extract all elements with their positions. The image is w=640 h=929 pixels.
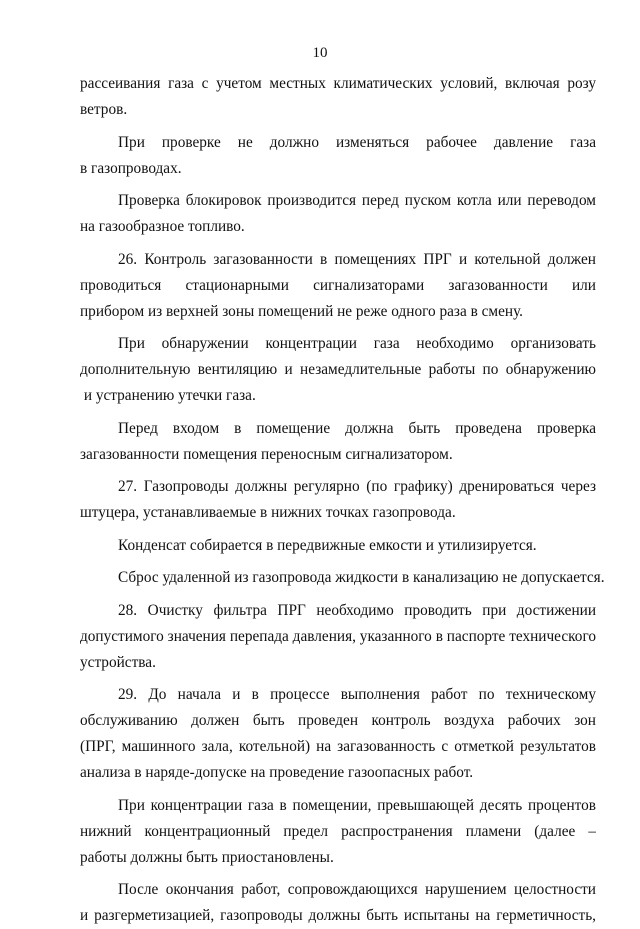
paragraph	[80, 565, 605, 591]
text-line: При концентрации газа в помещении, превышающей десять процентов	[118, 796, 596, 814]
text-line: При обнаружении концентрации газа необходимо организовать	[118, 335, 596, 352]
paragraph	[80, 793, 596, 871]
paragraph-item-28	[80, 598, 596, 676]
text-line: После окончания работ, сопровождающихся нарушением целостности	[118, 881, 596, 898]
text-line: проводиться стационарными сигнализаторами загазованности или	[80, 276, 596, 294]
paragraph-item-26	[80, 247, 596, 325]
text-line: Перед входом в помещение должна быть проведена проверка	[118, 419, 596, 437]
text-line: 29. До начала и в процессе выполнения работ по техническому	[118, 686, 596, 703]
text-line: Конденсат собирается в передвижные емкости и утилизируется.	[118, 536, 537, 554]
text-line: допустимого значения перепада давления, указанного в паспорте технического	[80, 627, 596, 645]
text-line: в газопроводах.	[80, 159, 182, 177]
paragraph-item-29	[80, 682, 596, 786]
paragraph	[80, 416, 596, 468]
text-line: Проверка блокировок производится перед пуском котла или переводом	[118, 192, 596, 209]
paragraph	[80, 130, 596, 182]
paragraph	[80, 188, 596, 240]
text-line: нижний концентрационный предел распространения пламени (далее –	[80, 822, 596, 840]
paragraph	[80, 533, 596, 559]
paragraph	[80, 877, 596, 929]
text-line: штуцера, устанавливаемые в нижних точках газопровода.	[80, 504, 456, 521]
paragraph	[80, 71, 596, 123]
text-line: Сброс удаленной из газопровода жидкости в канализацию не допускается.	[118, 569, 605, 586]
text-line: устройства.	[80, 653, 156, 671]
text-line: 27. Газопроводы должны регулярно (по графику) дренироваться через	[118, 478, 596, 495]
text-line: анализа в наряде-допуске на проведение газоопасных работ.	[80, 764, 474, 781]
text-line: 26. Контроль загазованности в помещениях ПРГ и котельной должен	[118, 250, 596, 268]
text-line: дополнительную вентиляцию и незамедлительные работы по обнаружению	[80, 361, 596, 378]
text-line: загазованности помещения переносным сигнализатором.	[80, 445, 453, 463]
text-line: При проверке не должно изменяться рабочее давление газа	[118, 133, 596, 151]
text-line: рассеивания газа с учетом местных климатических условий, включая розу	[80, 75, 596, 92]
text-line: ветров.	[80, 101, 128, 118]
text-line: и разгерметизацией, газопроводы должны быть испытаны на герметичность,	[80, 907, 596, 924]
text-line: работы должны быть приостановлены.	[80, 848, 334, 866]
paragraph-item-27	[80, 474, 596, 526]
paragraph	[80, 331, 596, 409]
document-body	[80, 71, 605, 929]
text-line: и устранению утечки газа.	[80, 387, 256, 404]
page-number: 10	[312, 45, 328, 61]
text-line: на газообразное топливо.	[80, 218, 245, 235]
text-line: 28. Очистку фильтра ПРГ необходимо проводить при достижении	[118, 601, 596, 619]
text-line: прибором из верхней зоны помещений не реже одного раза в смену.	[80, 302, 524, 320]
text-line: (ПРГ, машинного зала, котельной) на загазованность с отметкой результатов	[80, 738, 596, 755]
text-line: обслуживанию должен быть проведен контроль воздуха рабочих зон	[80, 712, 596, 729]
